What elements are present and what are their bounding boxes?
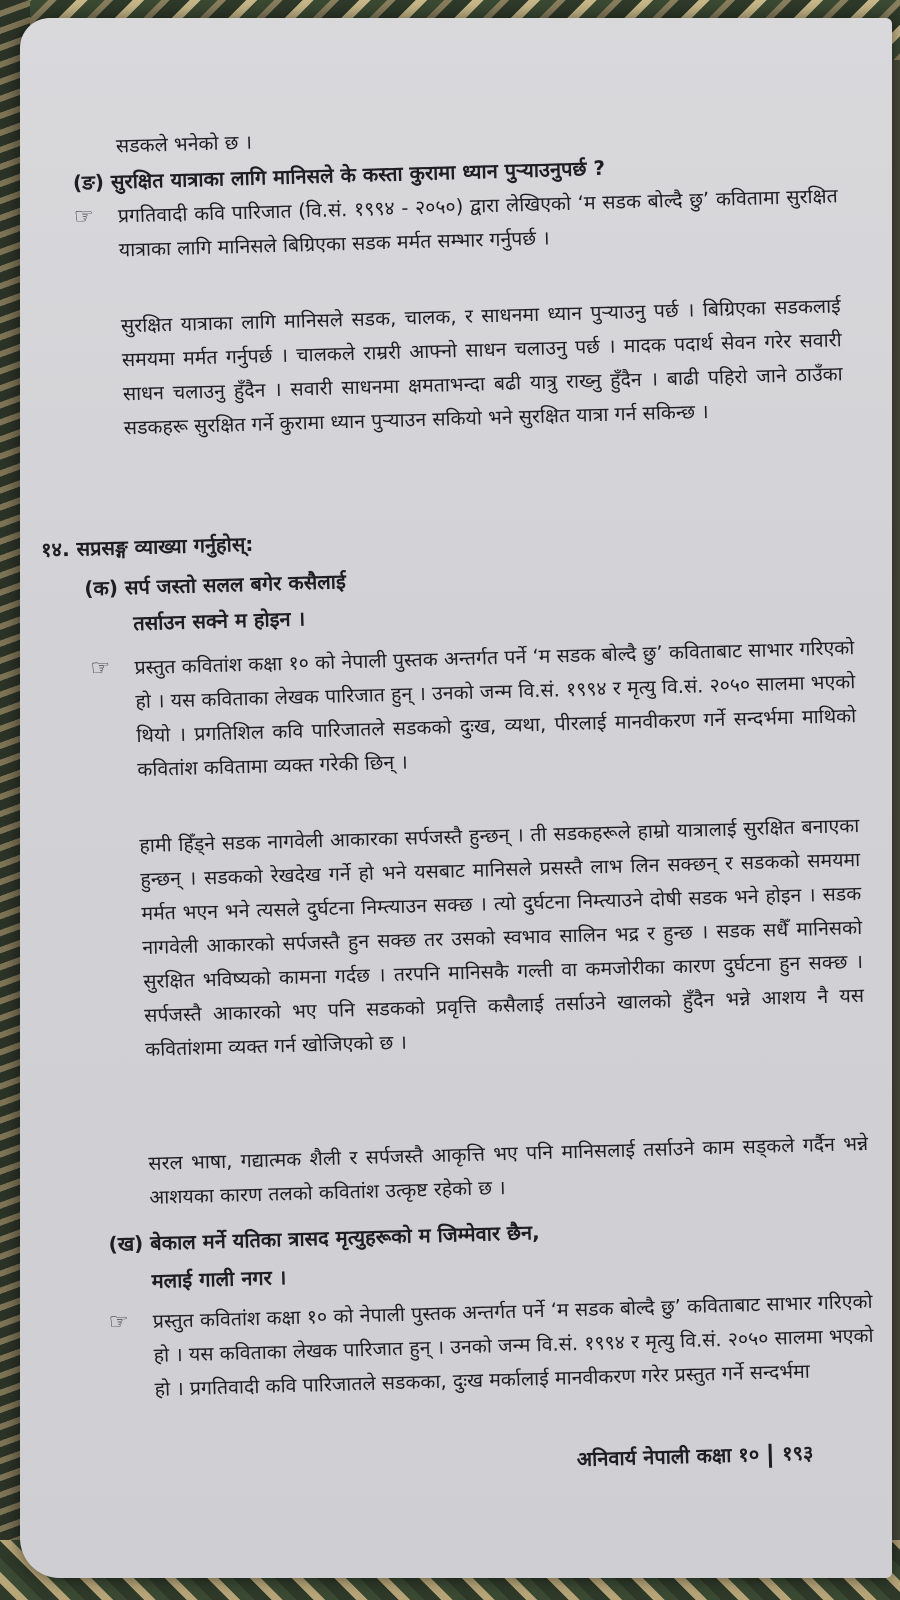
verse-line: सर्प जस्तो सलल बगेर कसैलाई <box>124 569 347 600</box>
question-marker: (ङ) <box>72 169 105 195</box>
answer-paragraph: सुरक्षित यात्राका लागि मानिसले सडक, चालक, र साधनमा ध्यान पुऱ्याउनु पर्छ । बिग्रिएका सडकलाई समयमा मर्मत गर्नुपर्छ । चालकले राम्ररी आफ्नो साधन चलाउनु पर्छ । मादक पदार्थ सेवन गरेर सवारी साधन चलाउनु हुँदैन । सवारी साधनमा क्षमताभन्दा बढी यात्रु राख्नु हुँदैन । बाढी पहिरो जाने ठाउँका सडकहरू सुरक्षित गर्ने कुरामा ध्यान पुऱ्याउन सकियो भने सुरक्षित यात्रा गर्न सकिन्छ । <box>120 294 843 440</box>
verse-line: मलाई गाली नगर । <box>151 1265 287 1293</box>
pointing-hand-icon: ☞ <box>90 655 111 682</box>
verse-line: बेकाल मर्ने यतिका त्रासद मृत्युहरूको म जिम्मेवार छैन, <box>149 1220 540 1255</box>
page-footer <box>576 1439 813 1473</box>
pointing-hand-icon: ☞ <box>73 204 95 230</box>
question-title: सप्रसङ्ग व्याख्या गर्नुहोस्: <box>76 531 254 561</box>
page-content <box>17 6 900 1590</box>
text-line: सडकले भनेको छ । <box>115 130 253 158</box>
explanation-paragraph: सरल भाषा, गद्यात्मक शैली र सर्पजस्तै आकृत्ति भए पनि मानिसलाई तर्साउने काम सड्कले गर्दैन भन्ने आशयका कारण तलको कवितांश उत्कृष्ट रहेको छ । <box>148 1131 869 1209</box>
verse-kha <box>108 1207 869 1260</box>
explanation-paragraph: हामी हिँड्ने सडक नागवेली आकारका सर्पजस्तै हुन्छन् । ती सडकहरूले हाम्रो यात्रालाई सुरक्षित बनाएका हुन्छन् । सडकको रेखदेख गर्ने हो भने यसबाट मानिसले प्रसस्तै लाभ लिन सक्छन् र सडकको समयमा मर्मत भएन भने त्यसले दुर्घटना निम्त्याउन सक्छ । त्यो दुर्घटना निम्त्याउने दोषी सडक भने होइन । सडक नागवेली आकारको सर्पजस्तै हुन सक्छ तर उसको स्वभाव सालिन भद्र र हुन्छ । सडक सधैँ मानिसको सुरक्षित भविष्यको कामना गर्दछ । तरपनि मानिसकै गल्ती वा कमजोरीका कारण दुर्घटना हुन सक्छ । सर्पजस्तै आकारको भए पनि सडकको प्रवृत्ति कसैलाई तर्साउने खालको हुँदैन भन्ने आशय नै यस कवितांशमा व्यक्त गर्न खोजिएको छ । <box>139 814 865 1062</box>
question-number: १४. <box>40 536 70 562</box>
explanation-paragraph: प्रस्तुत कवितांश कक्षा १० को नेपाली पुस्तक अन्तर्गत पर्ने ‘म सडक बोल्दै छु’ कविताबाट साभार गरिएको हो । यस कविताका लेखक पारिजात हुन् । उनको जन्म वि.सं. १९९४ र मृत्यु वि.सं. २०५० सालमा भएको थियो । प्रगतिशिल कवि पारिजातले सडकको दुःख, व्यथा, पीरलाई मानवीकरण गर्ने सन्दर्भमा माथिको कवितांश कवितामा व्यक्त गरेकी छिन् । <box>134 636 857 782</box>
question-text: सुरक्षित यात्राका लागि मानिसले के कस्ता कुरामा ध्यान पुऱ्याउनुपर्छ ? <box>110 155 606 194</box>
verse-marker: (क) <box>83 575 119 601</box>
book-page <box>20 18 892 1578</box>
answer-paragraph: प्रगतिवादी कवि पारिजात (वि.सं. १९९४ - २०५०) द्वारा लेखिएको ‘म सडक बोल्दै छु’ कवितामा सुरक्षित यात्राका लागि मानिसले बिग्रिएका सडक मर्मत सम्भार गर्नुपर्छ । <box>117 184 838 262</box>
pointing-hand-icon: ☞ <box>108 1309 129 1336</box>
verse-marker: (ख) <box>108 1231 144 1257</box>
explanation-paragraph: प्रस्तुत कवितांश कक्षा १० को नेपाली पुस्तक अन्तर्गत पर्ने ‘म सडक बोल्दै छु’ कविताबाट साभार गरिएको हो । यस कविताका लेखक पारिजात हुन् । उनको जन्म वि.सं. १९९४ र मृत्यु वि.सं. २०५० सालमा भएको हो । प्रगतिवादी कवि पारिजातले सडकका, दुःख मर्कालाई मानवीकरण गरेर प्रस्तुत गर्ने सन्दर्भमा <box>152 1289 874 1401</box>
question-14-heading <box>41 517 642 566</box>
book-title: अनिवार्य नेपाली कक्षा १० <box>576 1442 760 1472</box>
footer-divider <box>769 1443 773 1467</box>
page-number: १९३ <box>781 1440 814 1466</box>
verse-line: तर्साउन सक्ने म होइन । <box>132 606 306 636</box>
